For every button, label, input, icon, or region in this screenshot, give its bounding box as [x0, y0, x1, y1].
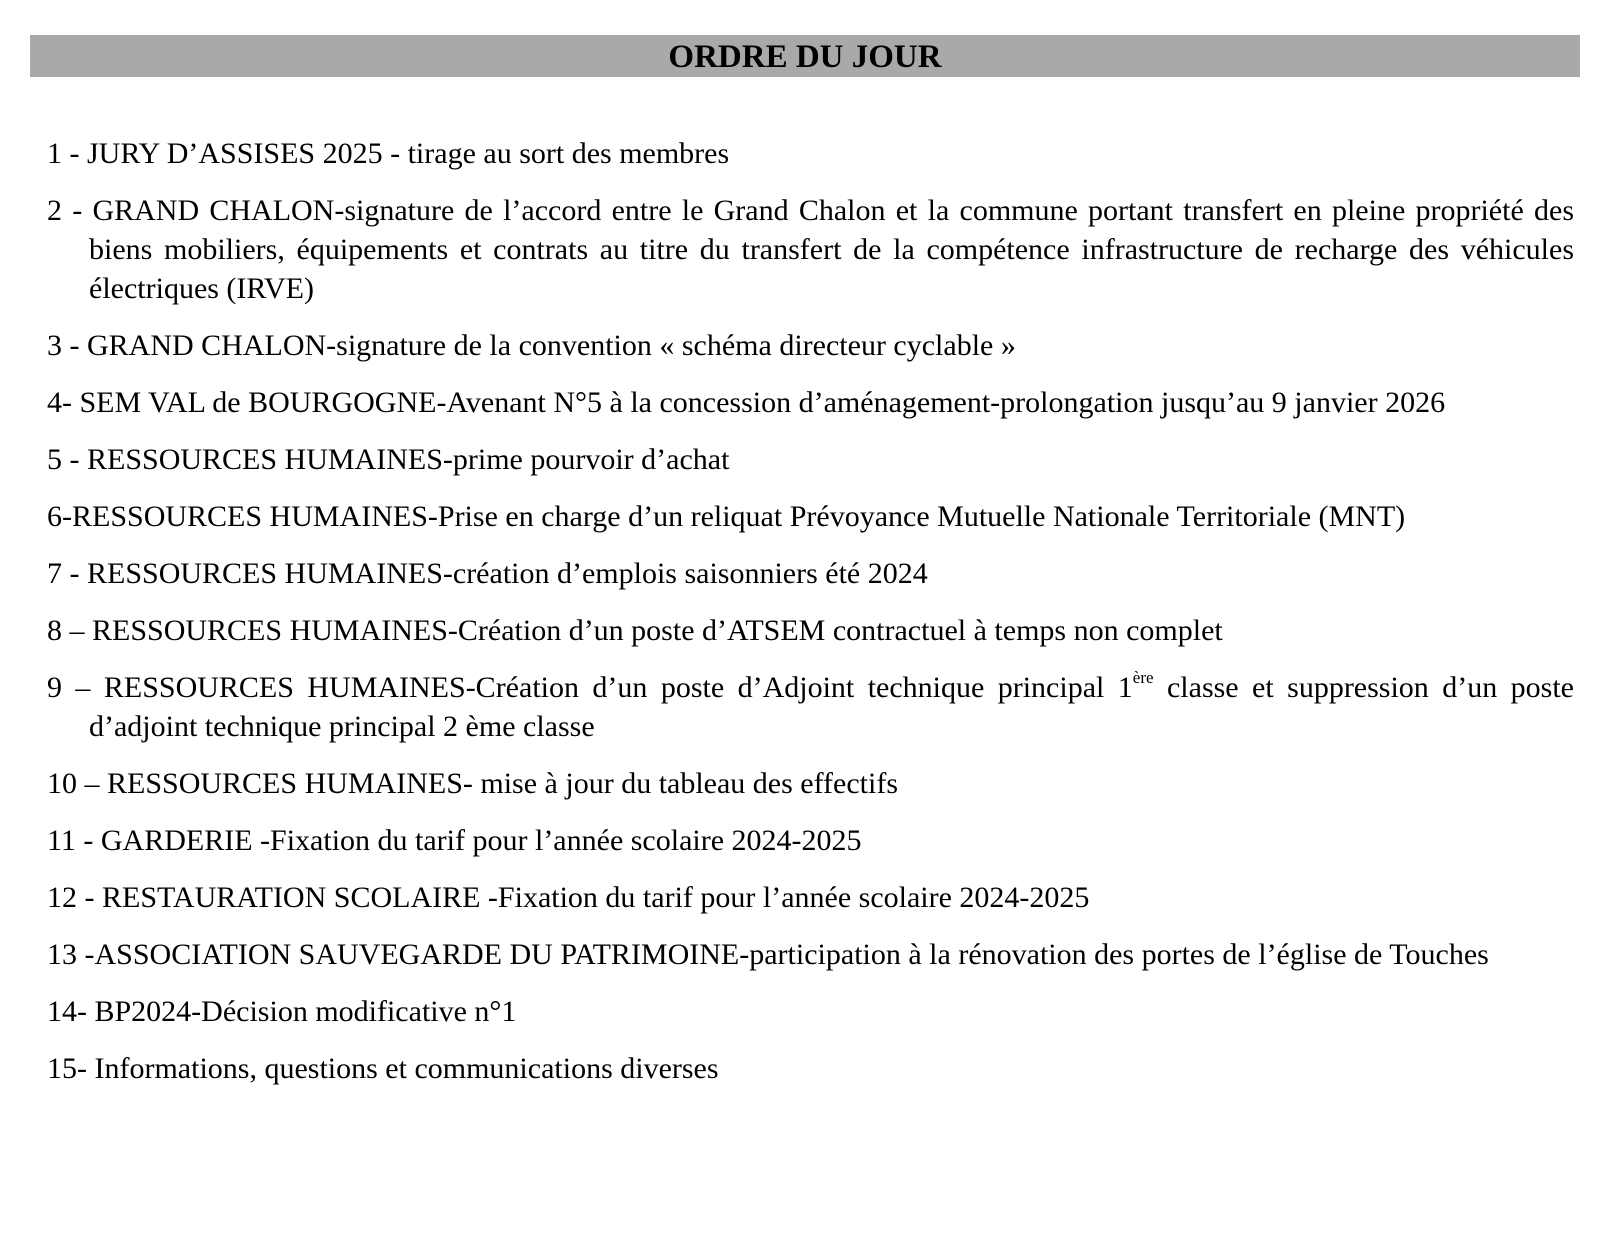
agenda-item-9-superscript: ère [1132, 668, 1154, 687]
agenda-item-9-text-before: 9 – RESSOURCES HUMAINES-Création d’un poste d’Adjoint technique principal 1 [47, 671, 1133, 704]
agenda-item-5: 5 - RESSOURCES HUMAINES-prime pourvoir d’achat [47, 443, 730, 476]
agenda-item-3: 3 - GRAND CHALON-signature de la convention « schéma directeur cyclable » [47, 329, 1016, 362]
agenda-item-9 [47, 668, 1574, 746]
agenda-item-4: 4- SEM VAL de BOURGOGNE-Avenant N°5 à la concession d’aménagement-prolongation jusqu’au 9 janvier 2026 [47, 386, 1446, 419]
agenda-item-14: 14- BP2024-Décision modificative n°1 [47, 995, 517, 1028]
agenda-item-7: 7 - RESSOURCES HUMAINES-création d’emplois saisonniers été 2024 [47, 557, 928, 590]
agenda-item-2: 2 - GRAND CHALON-signature de l’accord entre le Grand Chalon et la commune portant transfert en pleine propriété des biens mobiliers, équipements et contrats au titre du transfert de la compétence infrastructure de recharge des véhicules électriques (IRVE) [47, 194, 1574, 305]
agenda-item-1: 1 - JURY D’ASSISES 2025 - tirage au sort des membres [47, 137, 730, 170]
agenda-list [47, 134, 1574, 1106]
agenda-item-8: 8 – RESSOURCES HUMAINES-Création d’un poste d’ATSEM contractuel à temps non complet [47, 614, 1223, 647]
agenda-item-9-text-after: classe et suppression d’un poste d’adjoint technique principal 2 ème classe [89, 671, 1574, 743]
agenda-item-11: 11 - GARDERIE -Fixation du tarif pour l’année scolaire 2024-2025 [47, 824, 862, 857]
agenda-item-13: 13 -ASSOCIATION SAUVEGARDE DU PATRIMOINE-participation à la rénovation des portes de l’église de Touches [47, 938, 1489, 971]
agenda-item-6: 6-RESSOURCES HUMAINES-Prise en charge d’un reliquat Prévoyance Mutuelle Nationale Territoriale (MNT) [47, 500, 1406, 533]
agenda-title: ORDRE DU JOUR [30, 35, 1580, 77]
agenda-item-12: 12 - RESTAURATION SCOLAIRE -Fixation du tarif pour l’année scolaire 2024-2025 [47, 881, 1090, 914]
agenda-item-15: 15- Informations, questions et communications diverses [47, 1052, 719, 1085]
agenda-item-10: 10 – RESSOURCES HUMAINES- mise à jour du tableau des effectifs [47, 767, 899, 800]
